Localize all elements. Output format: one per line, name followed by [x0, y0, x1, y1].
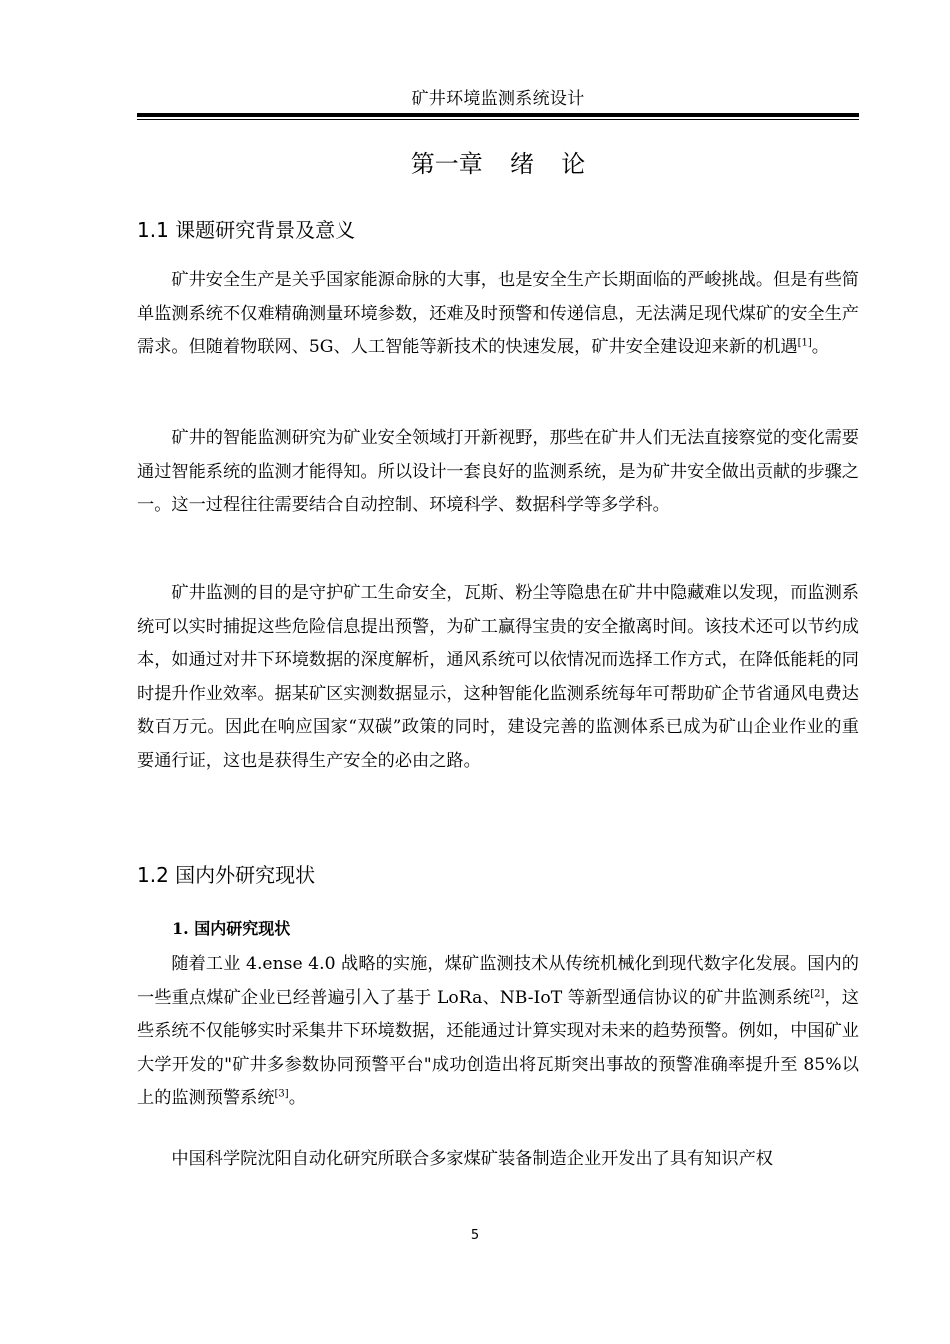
running-header: 矿井环境监测系统设计	[411, 89, 585, 109]
sub-heading-domestic: 1. 国内研究现状	[172, 919, 291, 938]
citation-ref-1[interactable]: [1]	[797, 337, 812, 349]
citation-ref-2[interactable]: [2]	[810, 987, 825, 999]
paragraph-text: ，这些系统不仅能够实时采集井下环境数据，还能通过计算实现对未来的趋势预警。例如，中国矿业大学开发的"矿井多参数协同预警平台"成功创造出将瓦斯突出事故的预警准确率提升至 85%以上的监测预警系统	[137, 987, 859, 1108]
paragraph-background-1	[137, 264, 859, 365]
section-heading-1-1: 1.1 课题研究背景及意义	[137, 218, 356, 242]
paragraph-tail: 。	[288, 1088, 306, 1108]
paragraph-text: 中国科学院沈阳自动化研究所联合多家煤矿装备制造企业开发出了具有知识产权	[171, 1149, 773, 1169]
paragraph-background-3	[137, 577, 859, 778]
section-heading-1-2: 1.2 国内外研究现状	[137, 863, 316, 887]
paragraph-background-2	[137, 422, 859, 523]
paragraph-domestic-2	[137, 1143, 859, 1177]
header-rule-thick	[137, 113, 859, 117]
header-rule-thin	[137, 119, 859, 120]
paragraph-text: 随着工业 4.ense 4.0 战略的实施，煤矿监测技术从传统机械化到现代数字化发展。国内的一些重点煤矿企业已经普遍引入了基于 LoRa、NB-IoT 等新型通信协议的矿井监测系统	[137, 954, 859, 1008]
paragraph-domestic-1	[137, 948, 859, 1116]
paragraph-text: 矿井的智能监测研究为矿业安全领域打开新视野，那些在矿井人们无法直接察觉的变化需要通过智能系统的监测才能得知。所以设计一套良好的监测系统，是为矿井安全做出贡献的步骤之一。这一过程往往需要结合自动控制、环境科学、数据科学等多学科。	[137, 428, 859, 515]
paragraph-text: 矿井安全生产是关乎国家能源命脉的大事，也是安全生产长期面临的严峻挑战。但是有些简单监测系统不仅难精确测量环境参数，还难及时预警和传递信息，无法满足现代煤矿的安全生产需求。但随着物联网、5G、人工智能等新技术的快速发展，矿井安全建设迎来新的机遇	[137, 270, 859, 357]
citation-ref-3[interactable]: [3]	[274, 1088, 289, 1100]
paragraph-tail: 。	[811, 337, 829, 357]
paragraph-text: 矿井监测的目的是守护矿工生命安全，瓦斯、粉尘等隐患在矿井中隐藏难以发现，而监测系统可以实时捕捉这些危险信息提出预警，为矿工赢得宝贵的安全撤离时间。该技术还可以节约成本，如通过对井下环境数据的深度解析，通风系统可以依情况而选择工作方式，在降低能耗的同时提升作业效率。据某矿区实测数据显示，这种智能化监测系统每年可帮助矿企节省通风电费达数百万元。因此在响应国家“双碳”政策的同时，建设完善的监测体系已成为矿山企业作业的重要通行证，这也是获得生产安全的必由之路。	[137, 583, 859, 771]
chapter-title: 第一章 绪 论	[410, 150, 586, 178]
page-number: 5	[470, 1228, 480, 1243]
